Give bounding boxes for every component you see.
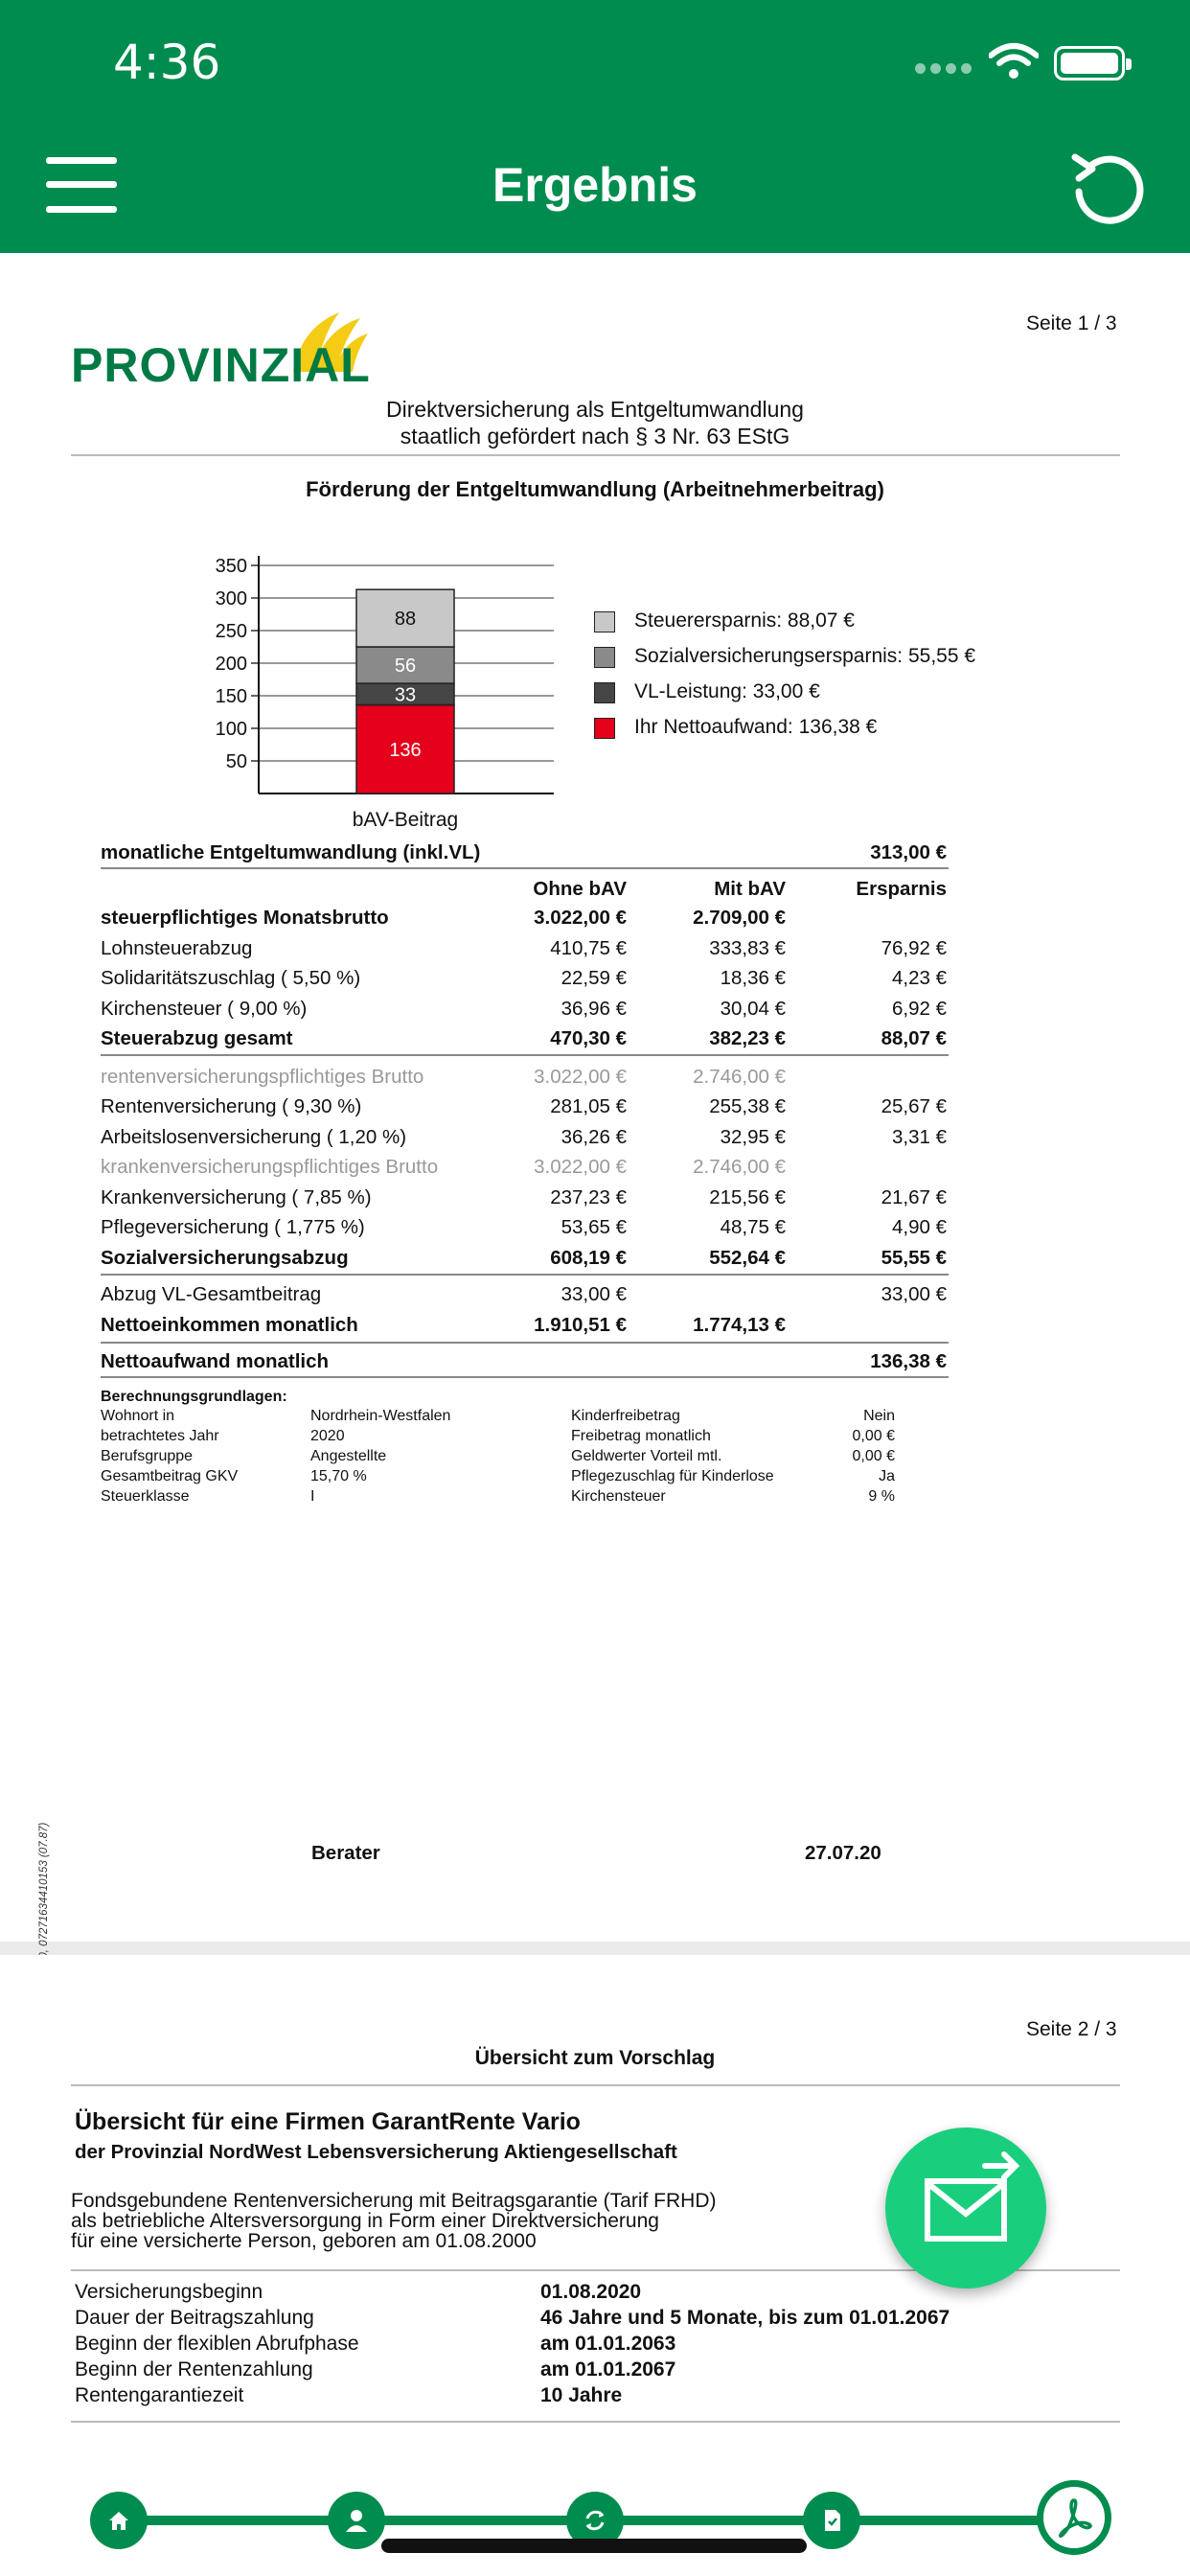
row-value-mit: 48,75 € [720, 1216, 786, 1238]
legend-swatch [594, 647, 615, 668]
row-value-ohne: 1.910,51 € [534, 1314, 627, 1336]
home-icon [105, 2507, 132, 2534]
row-value: 313,00 € [870, 841, 947, 863]
row-value-ersparnis: 88,07 € [881, 1027, 947, 1049]
basis-value: Nordrhein-Westfalen [310, 1408, 451, 1424]
row-value-ersparnis: 21,67 € [881, 1186, 947, 1208]
nav-person-button[interactable] [328, 2492, 385, 2549]
row-value-mit: 32,95 € [720, 1126, 786, 1148]
contract-details [75, 2279, 1033, 2413]
table-row [101, 1066, 963, 1092]
bar-value-label: 56 [394, 656, 417, 678]
row-value-ohne: 22,59 € [561, 967, 627, 989]
legend-swatch [594, 718, 615, 739]
document-page-1 [0, 253, 1190, 1942]
row-value-mit: 215,56 € [709, 1186, 786, 1208]
row-value-ohne: 410,75 € [550, 937, 627, 959]
basis-left-labels [101, 1406, 238, 1506]
basis-right-values [795, 1406, 895, 1506]
row-value-ersparnis: 3,31 € [892, 1126, 947, 1148]
date-text: 27.07.20 [805, 1842, 881, 1864]
divider [71, 2084, 1120, 2086]
legend-label: Ihr Nettoaufwand: 136,38 € [634, 716, 878, 738]
detail-value: 01.08.2020 [540, 2281, 642, 2303]
basis-value: 15,70 % [310, 1468, 367, 1484]
row-label: Krankenversicherung ( 7,85 %) [101, 1186, 372, 1208]
table-row [101, 1027, 963, 1054]
col-header-ersparnis: Ersparnis [856, 878, 947, 900]
bar-value-label: 33 [394, 684, 417, 706]
table-row [101, 998, 963, 1024]
basis-label: betrachtetes Jahr [101, 1428, 219, 1444]
row-value-mit: 30,04 € [720, 998, 786, 1020]
row-label: Rentenversicherung ( 9,30 %) [101, 1095, 362, 1117]
row-value-ohne: 281,05 € [550, 1095, 627, 1117]
row-value-ohne: 237,23 € [550, 1186, 627, 1208]
legend-swatch [594, 611, 615, 632]
mail-forward-icon [885, 2128, 1046, 2288]
basis-value: Angestellte [310, 1448, 387, 1464]
table-rule [101, 1342, 949, 1344]
row-value-ohne: 33,00 € [561, 1283, 627, 1305]
legend-label: Steuerersparnis: 88,07 € [634, 610, 855, 632]
basis-right-labels [571, 1406, 774, 1506]
row-value-mit: 333,83 € [709, 937, 786, 959]
page-title: Ergebnis [492, 158, 698, 212]
detail-value: 10 Jahre [540, 2384, 623, 2406]
detail-label: Dauer der Beitragszahlung [75, 2307, 314, 2329]
basis-label: Steuerklasse [101, 1488, 190, 1505]
row-value-ersparnis: 55,55 € [881, 1247, 947, 1269]
row-value-mit: 552,64 € [709, 1247, 786, 1269]
y-tick-label: 300 [215, 588, 247, 610]
table-rule [101, 1274, 949, 1276]
home-indicator [381, 2539, 807, 2553]
row-value-mit: 2.746,00 € [693, 1156, 786, 1178]
doc-subtitle-1: Direktversicherung als Entgeltumwandlung [386, 397, 804, 422]
row-label: Arbeitslosenversicherung ( 1,20 %) [101, 1126, 407, 1148]
detail-value: am 01.01.2063 [540, 2333, 676, 2355]
y-tick-label: 250 [215, 621, 247, 642]
basis-label: Geldwerter Vorteil mtl. [571, 1448, 722, 1464]
detail-label: Versicherungsbeginn [75, 2281, 263, 2303]
legend-swatch [594, 682, 615, 703]
row-value-ohne: 36,96 € [561, 998, 627, 1020]
detail-label: Rentengarantiezeit [75, 2384, 244, 2406]
table-row [101, 907, 963, 933]
table-row [101, 1247, 963, 1274]
basis-value: 0,00 € [852, 1448, 895, 1464]
overview-title: Übersicht für eine Firmen GarantRente Vario [75, 2108, 581, 2135]
row-value-mit: 255,38 € [709, 1095, 786, 1117]
row-label: Steuerabzug gesamt [101, 1027, 293, 1049]
row-value-mit: 18,36 € [720, 967, 786, 989]
basis-title: Berechnungsgrundlagen: [101, 1389, 287, 1405]
basis-label: Pflegezuschlag für Kinderlose [571, 1468, 774, 1484]
row-label: Solidaritätszuschlag ( 5,50 %) [101, 967, 361, 989]
bottom-navigation [0, 2480, 1190, 2576]
y-tick-label: 200 [215, 654, 247, 675]
table-row [101, 1216, 963, 1243]
table-row [101, 1126, 963, 1153]
row-value-ersparnis: 4,23 € [892, 967, 947, 989]
row-label: Nettoaufwand monatlich [101, 1350, 330, 1372]
page-number: Seite 1 / 3 [1026, 312, 1117, 334]
row-label: Sozialversicherungsabzug [101, 1247, 349, 1269]
table-row [101, 967, 963, 994]
basis-label: Berufsgruppe [101, 1448, 194, 1464]
table-row [101, 1350, 963, 1377]
legend-label: VL-Leistung: 33,00 € [634, 680, 820, 702]
table-row [101, 1095, 963, 1122]
table-row [101, 937, 963, 964]
row-label: Abzug VL-Gesamtbeitrag [101, 1283, 322, 1305]
refresh-button[interactable] [1067, 148, 1150, 230]
row-label: krankenversicherungspflichtiges Brutto [101, 1156, 439, 1178]
page-number: Seite 2 / 3 [1026, 2018, 1117, 2040]
doc-subtitle-2: staatlich gefördert nach § 3 Nr. 63 EStG [400, 424, 790, 448]
logo-text: PROVINZIAL [71, 338, 371, 392]
row-label: Nettoeinkommen monatlich [101, 1314, 358, 1336]
detail-value: am 01.01.2067 [540, 2358, 676, 2380]
detail-value: 46 Jahre und 5 Monate, bis zum 01.01.2067 [540, 2307, 950, 2329]
row-value-ohne: 36,26 € [561, 1126, 627, 1148]
row-label: Kirchensteuer ( 9,00 %) [101, 998, 308, 1020]
advisor-text: Berater [311, 1842, 380, 1864]
row-value-ersparnis: 4,90 € [892, 1216, 947, 1238]
nav-document-button[interactable] [803, 2492, 860, 2549]
basis-value: I [310, 1488, 315, 1505]
table-row [101, 1186, 963, 1213]
person-icon [343, 2507, 370, 2534]
chart-title: Förderung der Entgeltumwandlung (Arbeitnehmerbeitrag) [306, 477, 884, 501]
legend-label: Sozialversicherungsersparnis: 55,55 € [634, 645, 976, 667]
row-value-ersparnis: 76,92 € [881, 937, 947, 959]
battery-icon [1054, 46, 1125, 80]
status-time: 4:36 [113, 34, 221, 90]
basis-value: 9 % [868, 1488, 895, 1505]
row-value-mit: 382,23 € [709, 1027, 786, 1049]
basis-value: Nein [863, 1408, 895, 1424]
row-value-ohne: 608,19 € [550, 1247, 627, 1269]
row-value-mit: 2.709,00 € [693, 907, 786, 929]
divider [71, 2421, 1120, 2423]
row-label: rentenversicherungspflichtiges Brutto [101, 1066, 424, 1088]
row-value-mit: 2.746,00 € [693, 1066, 786, 1088]
sync-icon [582, 2507, 608, 2534]
wifi-icon [989, 42, 1039, 80]
overview-heading: Übersicht zum Vorschlag [474, 2047, 716, 2069]
row-value-ersparnis: 33,00 € [881, 1283, 947, 1305]
app-header [0, 0, 1190, 253]
row-value-ersparnis: 6,92 € [892, 998, 947, 1020]
basis-label: Kirchensteuer [571, 1488, 666, 1505]
nav-home-button[interactable] [90, 2492, 148, 2549]
col-header-mit: Mit bAV [714, 878, 786, 900]
row-value-ersparnis: 25,67 € [881, 1095, 947, 1117]
basis-label: Wohnort in [101, 1408, 175, 1424]
basis-label: Freibetrag monatlich [571, 1428, 711, 1444]
y-tick-label: 350 [215, 556, 247, 577]
basis-value: 0,00 € [852, 1428, 895, 1444]
y-tick-label: 100 [215, 719, 247, 740]
overview-subtitle: der Provinzial NordWest Lebensversicherung Aktiengesellschaft [75, 2141, 677, 2163]
row-value-ohne: 3.022,00 € [534, 1066, 627, 1088]
description-line: als betriebliche Altersversorgung in Form einer Direktversicherung [71, 2210, 659, 2232]
advisor-label [311, 1842, 503, 1869]
row-label: Lohnsteuerabzug [101, 937, 253, 959]
row-label: steuerpflichtiges Monatsbrutto [101, 907, 389, 929]
row-value-ersparnis: 136,38 € [870, 1350, 947, 1372]
table-row [101, 1283, 963, 1310]
row-label: Pflegeversicherung ( 1,775 %) [101, 1216, 365, 1238]
detail-label: Beginn der Rentenzahlung [75, 2358, 313, 2380]
table-rule [101, 1376, 949, 1378]
table-rule [101, 1054, 949, 1056]
col-header-ohne: Ohne bAV [533, 878, 627, 900]
x-category-label: bAV-Beitrag [352, 809, 459, 831]
detail-label: Beginn der flexiblen Abrufphase [75, 2333, 359, 2355]
row-value-ohne: 3.022,00 € [534, 907, 627, 929]
table-header [101, 878, 963, 905]
y-tick-label: 50 [225, 751, 247, 772]
basis-value: Ja [879, 1468, 895, 1484]
bar-value-label: 136 [389, 739, 422, 761]
row-value-mit: 1.774,13 € [693, 1314, 786, 1336]
basis-label: Gesamtbeitrag GKV [101, 1468, 239, 1484]
y-tick-label: 150 [215, 686, 247, 707]
document-check-icon [818, 2507, 845, 2534]
table-row [101, 1156, 963, 1183]
send-email-button[interactable] [885, 2128, 1046, 2288]
row-label: monatliche Entgeltumwandlung (inkl.VL) [101, 841, 481, 863]
nav-pdf-button[interactable] [1037, 2480, 1111, 2555]
description-line: Fondsgebundene Rentenversicherung mit Beitragsgarantie (Tarif FRHD) [71, 2190, 717, 2212]
pdf-icon [1053, 2496, 1095, 2539]
table-row [101, 841, 963, 868]
row-value-ohne: 470,30 € [550, 1027, 627, 1049]
bar-value-label: 88 [394, 609, 417, 631]
basis-value: 2020 [310, 1428, 345, 1444]
row-value-ohne: 53,65 € [561, 1216, 627, 1238]
signal-dots-icon [915, 63, 973, 77]
basis-left-values [310, 1406, 450, 1506]
basis-label: Kinderfreibetrag [571, 1408, 680, 1424]
table-row [101, 1314, 963, 1341]
row-value-ohne: 3.022,00 € [534, 1156, 627, 1178]
description-line: für eine versicherte Person, geboren am 01.08.2000 [71, 2230, 537, 2252]
table-rule [101, 867, 949, 869]
stacked-bar-chart [0, 253, 1190, 847]
document-date [805, 1842, 920, 1869]
overview-description [71, 2191, 717, 2251]
